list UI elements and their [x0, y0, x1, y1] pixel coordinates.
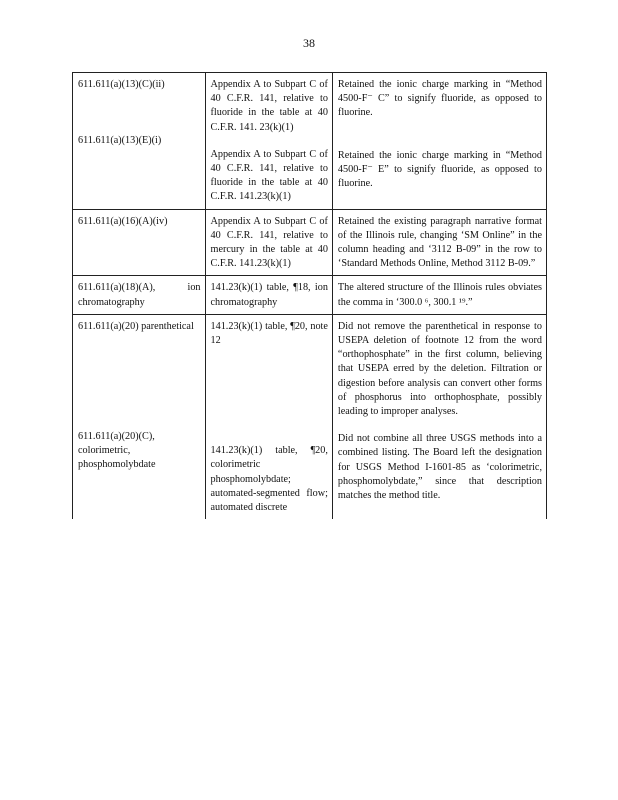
action-text: Did not remove the parenthetical in response to USEPA deletion of footnote 12 from the word “orthophosphate” in the first column, believing that USEPA erred by the deletion. Filtration or digestion before analysis can convert other forms of phosphorus into orthophosphate, possibly leading to improper analyses. — [337, 320, 542, 418]
source-cell — [205, 209, 332, 276]
action-text: Retained the ionic charge marking in “Method 4500-F⁻ E” to signify fluoride, as opposed to fluorine. — [337, 149, 542, 190]
section-cell — [73, 209, 206, 276]
section-ref: 611.611(a)(16)(A)(iv) — [78, 215, 168, 227]
table-row — [73, 209, 547, 276]
action-cell — [332, 314, 546, 519]
section-ref: 611.611(a)(13)(C)(ii) — [78, 79, 165, 90]
source-ref: 141.23(k)(1) table, ¶18, ion chromatography — [210, 282, 328, 308]
action-text: Did not combine all three USGS methods into a combined listing. The Board left the designation for USGS Method I-1601-85 as ‘colorimetric, phosphomolybdate,” since that description matches the method title. — [337, 433, 542, 502]
source-cell — [205, 314, 332, 519]
source-ref: 141.23(k)(1) table, ¶20, colorimetric phosphomolybdate; automated-segmented flow; automated discrete — [210, 445, 328, 514]
section-ref: 611.611(a)(18)(A), ion chromatography — [78, 282, 201, 308]
action-cell — [332, 209, 546, 276]
section-ref: 611.611(a)(20)(C), colorimetric, phosphomolybdate — [78, 431, 156, 471]
source-ref: Appendix A to Subpart C of 40 C.F.R. 141, relative to fluoride in the table at 40 C.F.R. 141.23(k)(1) — [210, 148, 328, 203]
action-text: The altered structure of the Illinois rules obviates the comma in ‘300.0 ⁶, 300.1 ¹⁹.” — [337, 282, 542, 308]
table-row — [73, 314, 547, 519]
source-cell — [205, 276, 332, 314]
action-cell — [332, 276, 546, 314]
section-ref: 611.611(a)(20) parenthetical — [78, 320, 194, 332]
section-cell — [73, 314, 206, 519]
source-ref: Appendix A to Subpart C of 40 C.F.R. 141, relative to mercury in the table at 40 C.F.R. 141.23(k)(1) — [210, 215, 328, 270]
section-cell — [73, 276, 206, 314]
action-text: Retained the ionic charge marking in “Method 4500-F⁻ C” to signify fluoride, as opposed to fluorine. — [337, 79, 542, 119]
source-ref: Appendix A to Subpart C of 40 C.F.R. 141, relative to fluoride in the table at 40 C.F.R. 141. 23(k)(1) — [210, 79, 328, 133]
table-row — [73, 73, 547, 210]
section-cell — [73, 73, 206, 210]
table-row — [73, 276, 547, 314]
comparison-table — [72, 72, 547, 519]
action-text: Retained the existing paragraph narrative format of the Illinois rule, changing ‘SM Online” in the column heading and ‘3112 B-09” in the row to ‘Standard Methods Online, Method 3112 B-09.” — [337, 215, 542, 270]
page-number: 38 — [303, 36, 315, 50]
section-ref: 611.611(a)(13)(E)(i) — [78, 135, 162, 147]
source-ref: 141.23(k)(1) table, ¶20, note 12 — [210, 320, 328, 347]
source-cell — [205, 73, 332, 210]
action-cell — [332, 73, 546, 210]
